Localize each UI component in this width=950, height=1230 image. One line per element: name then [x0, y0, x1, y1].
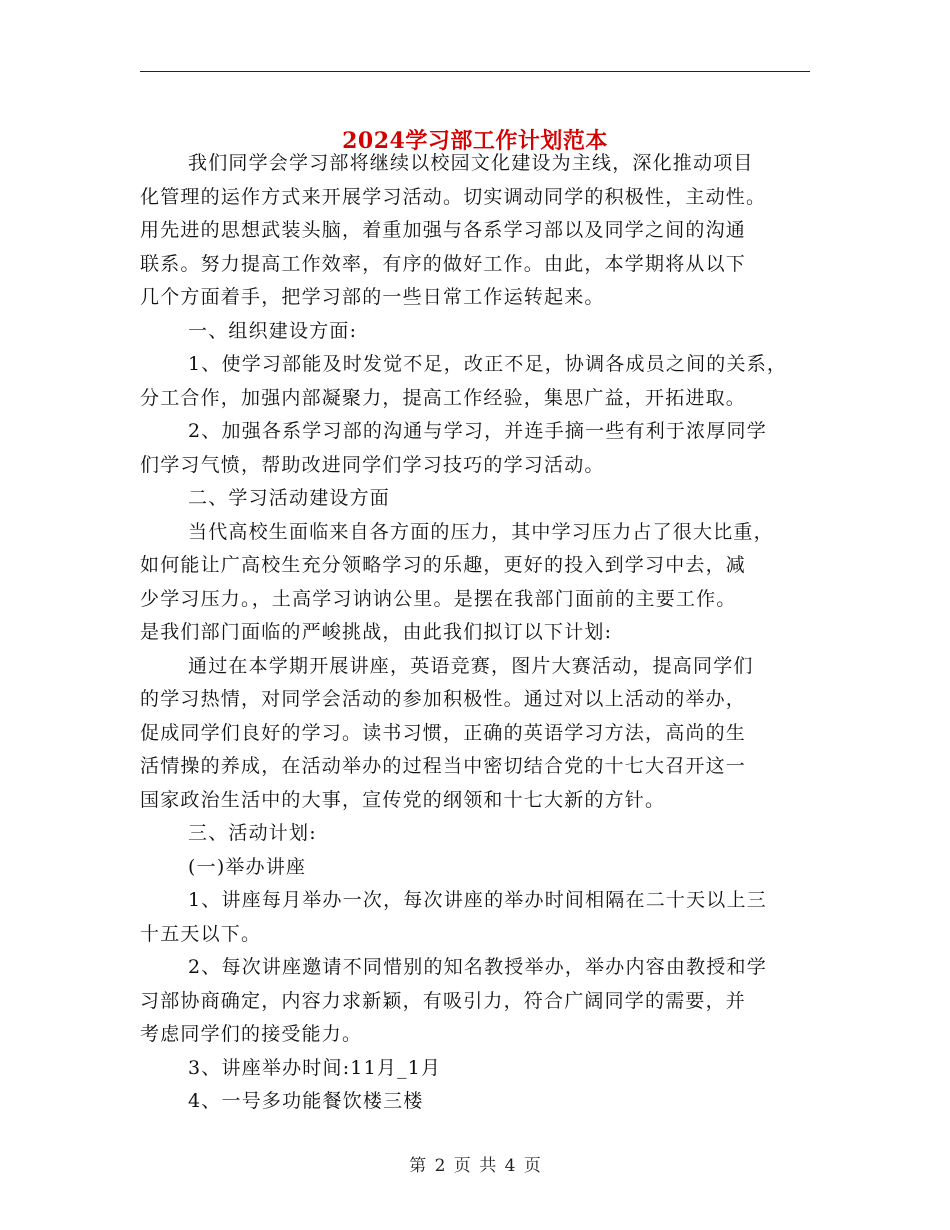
text-line: 国家政治生活中的大事，宣传党的纲领和十七大新的方针。 [140, 788, 666, 811]
text-line: 化管理的运作方式来开展学习活动。切实调动同学的积极性，主动性。 [140, 185, 767, 208]
text-line: 的学习热情，对同学会活动的参加积极性。通过对以上活动的举办， [140, 688, 747, 710]
text-line: 们学习气愤，帮助改进同学们学习技巧的学习活动。 [140, 453, 605, 476]
text-line: 通过在本学期开展讲座，英语竞赛，图片大赛活动，提高同学们 [188, 654, 754, 677]
section-heading: 三、活动计划: [188, 822, 317, 844]
text-line: 1、讲座每月举办一次，每次讲座的举办时间相隔在二十天以上三 [188, 889, 767, 911]
text-line: 促成同学们良好的学习。读书习惯，正确的英语学习方法，高尚的生 [140, 721, 747, 744]
section-heading: 一、组织建设方面: [188, 319, 358, 342]
text-line: 少学习压力。，土高学习讷讷公里。是摆在我部门面前的主要工作。 [140, 587, 737, 610]
header-rule [140, 71, 810, 72]
text-line: 联系。努力提高工作效率，有序的做好工作。由此，本学期将从以下 [140, 252, 747, 275]
text-line: 考虑同学们的接受能力。 [140, 1023, 363, 1045]
text-line: 十五天以下。 [140, 922, 262, 945]
text-line: 如何能让广高校生充分领略学习的乐趣，更好的投入到学习中去，减 [140, 554, 747, 576]
document-title: 2024学习部工作计划范本 [342, 127, 608, 154]
text-line: 分工合作，加强内部凝聚力，提高工作经验，集思广益，开拓进取。 [140, 386, 747, 409]
text-line: 用先进的思想武装头脑，着重加强与各系学习部以及同学之间的沟通 [140, 219, 747, 241]
text-line: 1、使学习部能及时发觉不足，改正不足，协调各成员之间的关系， [188, 353, 788, 375]
text-line: 我们同学会学习部将继续以校园文化建设为主线，深化推动项目 [188, 152, 754, 174]
text-line: 是我们部门面临的严峻挑战，由此我们拟订以下计划: [140, 621, 613, 643]
text-line: 4、一号多功能餐饮楼三楼 [188, 1090, 424, 1112]
text-line: 活情操的养成，在活动举办的过程当中密切结合党的十七大召开这一 [140, 755, 747, 777]
section-heading: 二、学习活动建设方面 [188, 487, 391, 509]
subsection-heading: (一)举办讲座 [188, 855, 307, 878]
text-line: 2、加强各系学习部的沟通与学习，并连手摘一些有利于浓厚同学 [188, 420, 767, 442]
body-paragraphs [140, 147, 820, 1119]
text-line: 当代高校生面临来自各方面的压力，其中学习压力占了很大比重， [188, 520, 774, 543]
text-line: 习部协商确定，内容力求新颖，有吸引力，符合广阔同学的需要，并 [140, 989, 747, 1012]
document-body [140, 147, 820, 1119]
page-number-footer: 第 2 页 共 4 页 [409, 1156, 541, 1176]
text-line: 3、讲座举办时间:11月_1月 [188, 1056, 442, 1079]
text-line: 几个方面着手，把学习部的一些日常工作运转起来。 [140, 286, 605, 308]
text-line: 2、每次讲座邀请不同惜别的知名教授举办，举办内容由教授和学 [188, 956, 767, 978]
